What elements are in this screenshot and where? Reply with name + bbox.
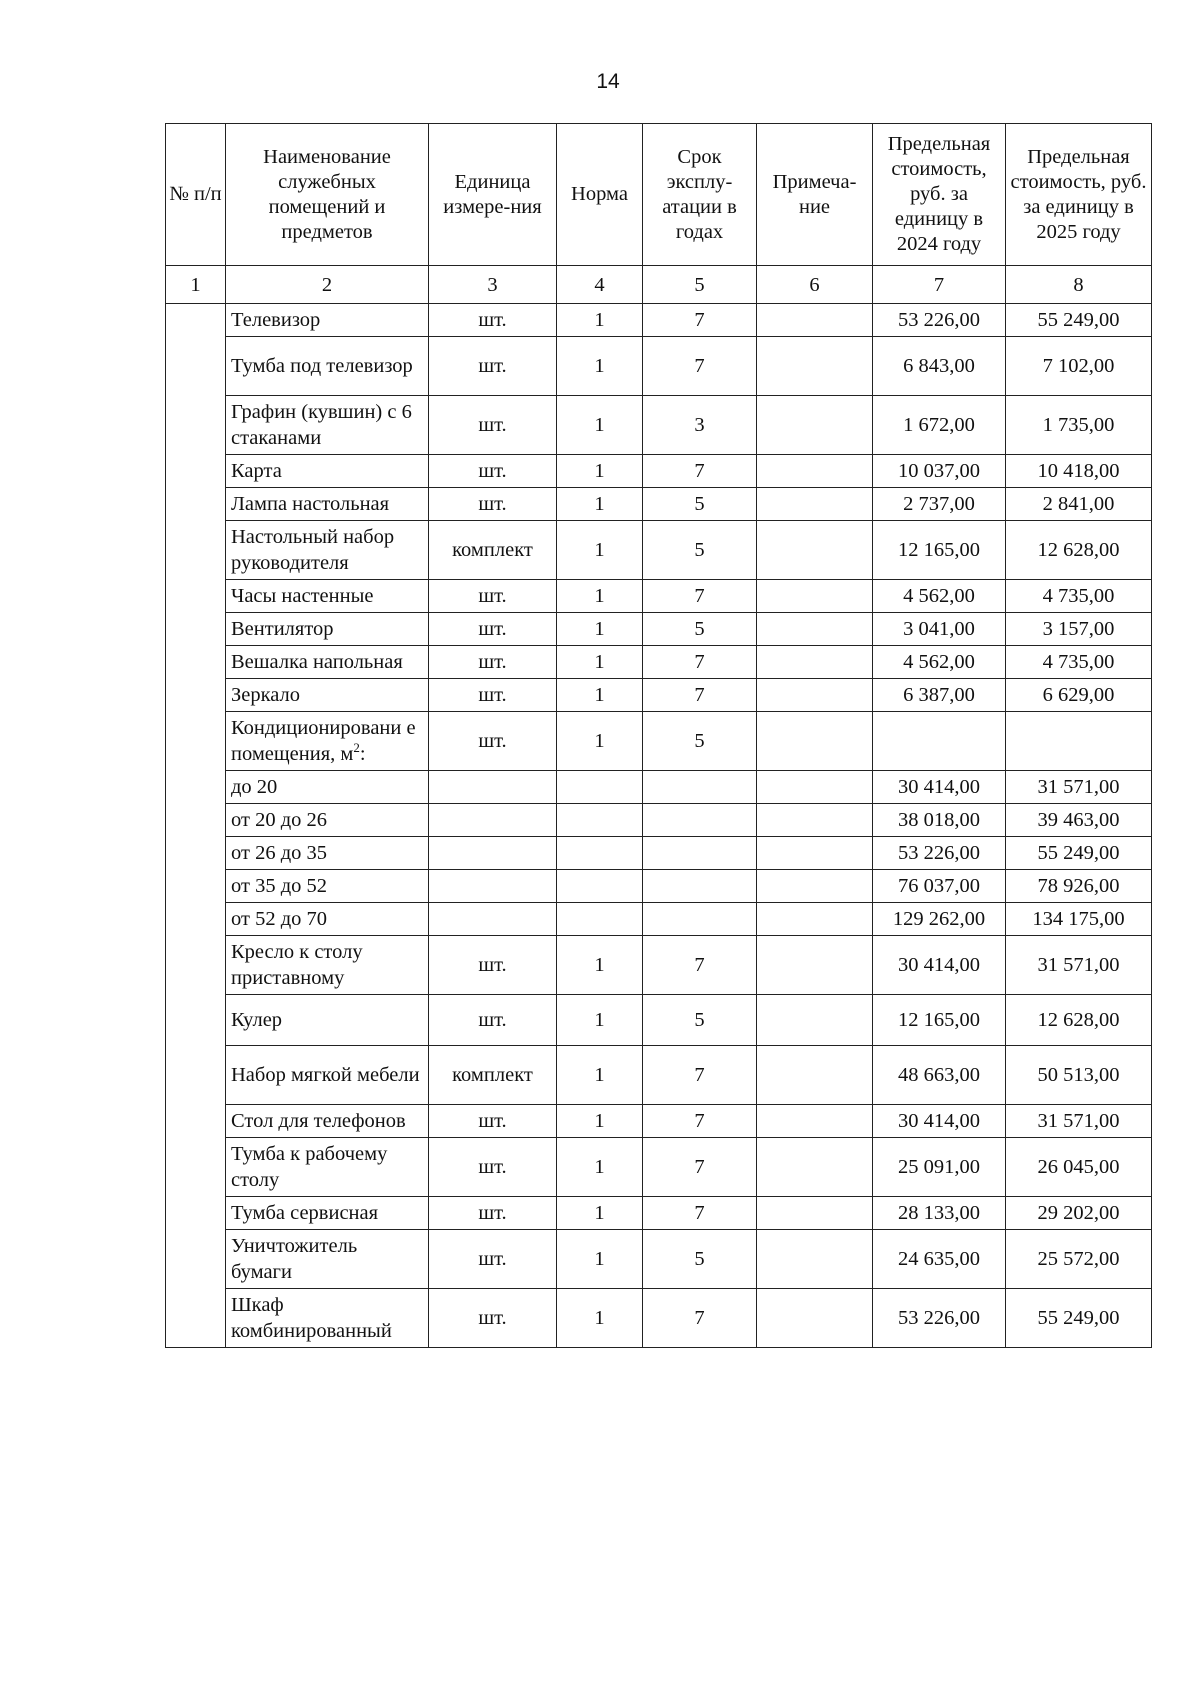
unit-cell: шт. <box>429 1105 557 1138</box>
table-row <box>166 679 1152 712</box>
note-cell <box>757 580 873 613</box>
table-body <box>166 304 1152 1348</box>
term-cell <box>643 870 757 903</box>
price-2024-cell: 30 414,00 <box>873 1105 1006 1138</box>
column-number: 2 <box>226 266 429 304</box>
price-2025-cell: 2 841,00 <box>1006 488 1152 521</box>
note-cell <box>757 837 873 870</box>
note-cell <box>757 1197 873 1230</box>
item-name-cell: от 52 до 70 <box>226 903 429 936</box>
price-2025-cell: 10 418,00 <box>1006 455 1152 488</box>
price-2024-cell: 25 091,00 <box>873 1138 1006 1197</box>
unit-cell: шт. <box>429 936 557 995</box>
note-cell <box>757 396 873 455</box>
price-2025-cell: 55 249,00 <box>1006 304 1152 337</box>
unit-cell: шт. <box>429 1289 557 1348</box>
norm-cell <box>557 903 643 936</box>
unit-cell: шт. <box>429 488 557 521</box>
table-row <box>166 771 1152 804</box>
table-row <box>166 1105 1152 1138</box>
unit-cell: шт. <box>429 1138 557 1197</box>
norm-cell: 1 <box>557 1138 643 1197</box>
norm-cell: 1 <box>557 488 643 521</box>
unit-cell: комплект <box>429 521 557 580</box>
header-norm: Норма <box>557 124 643 266</box>
item-name-cell: до 20 <box>226 771 429 804</box>
note-cell <box>757 870 873 903</box>
table-row <box>166 613 1152 646</box>
price-2024-cell: 53 226,00 <box>873 1289 1006 1348</box>
norm-cell: 1 <box>557 304 643 337</box>
term-cell: 7 <box>643 337 757 396</box>
term-cell: 7 <box>643 455 757 488</box>
column-number: 1 <box>166 266 226 304</box>
price-2025-cell: 50 513,00 <box>1006 1046 1152 1105</box>
norm-cell: 1 <box>557 1046 643 1105</box>
term-cell <box>643 804 757 837</box>
table-row <box>166 870 1152 903</box>
row-index-cell <box>166 304 226 1348</box>
table-row <box>166 646 1152 679</box>
table-row <box>166 936 1152 995</box>
price-2024-cell: 24 635,00 <box>873 1230 1006 1289</box>
unit-cell <box>429 804 557 837</box>
item-name-cell: от 26 до 35 <box>226 837 429 870</box>
table-row <box>166 1046 1152 1105</box>
norm-cell: 1 <box>557 613 643 646</box>
table-row <box>166 521 1152 580</box>
price-2024-cell: 38 018,00 <box>873 804 1006 837</box>
note-cell <box>757 1105 873 1138</box>
item-name-cell: Уничтожитель бумаги <box>226 1230 429 1289</box>
term-cell: 7 <box>643 304 757 337</box>
unit-cell: шт. <box>429 455 557 488</box>
item-name-cell: Набор мягкой мебели <box>226 1046 429 1105</box>
term-cell: 7 <box>643 1138 757 1197</box>
price-2025-cell: 25 572,00 <box>1006 1230 1152 1289</box>
price-2025-cell: 26 045,00 <box>1006 1138 1152 1197</box>
item-name-cell: от 20 до 26 <box>226 804 429 837</box>
norm-cell: 1 <box>557 646 643 679</box>
table-row <box>166 580 1152 613</box>
note-cell <box>757 455 873 488</box>
price-2024-cell: 30 414,00 <box>873 771 1006 804</box>
note-cell <box>757 646 873 679</box>
price-2025-cell: 6 629,00 <box>1006 679 1152 712</box>
price-2024-cell: 12 165,00 <box>873 521 1006 580</box>
norm-cell: 1 <box>557 1230 643 1289</box>
norm-cell <box>557 837 643 870</box>
unit-cell <box>429 771 557 804</box>
price-2025-cell: 55 249,00 <box>1006 1289 1152 1348</box>
price-2025-cell: 4 735,00 <box>1006 646 1152 679</box>
price-2024-cell: 4 562,00 <box>873 646 1006 679</box>
price-2025-cell: 31 571,00 <box>1006 936 1152 995</box>
price-2024-cell: 30 414,00 <box>873 936 1006 995</box>
column-number: 3 <box>429 266 557 304</box>
term-cell <box>643 837 757 870</box>
item-name-cell: Телевизор <box>226 304 429 337</box>
price-2024-cell: 6 387,00 <box>873 679 1006 712</box>
header-name: Наименование служебных помещений и предметов <box>226 124 429 266</box>
table-row <box>166 396 1152 455</box>
price-2024-cell: 6 843,00 <box>873 337 1006 396</box>
unit-cell: шт. <box>429 679 557 712</box>
column-number: 7 <box>873 266 1006 304</box>
unit-cell: шт. <box>429 396 557 455</box>
note-cell <box>757 679 873 712</box>
term-cell: 7 <box>643 1046 757 1105</box>
item-name-cell: Вентилятор <box>226 613 429 646</box>
item-name-cell: Шкаф комбинированный <box>226 1289 429 1348</box>
item-name-cell: от 35 до 52 <box>226 870 429 903</box>
norm-cell: 1 <box>557 995 643 1046</box>
unit-cell: шт. <box>429 337 557 396</box>
column-number: 4 <box>557 266 643 304</box>
norm-cell: 1 <box>557 1105 643 1138</box>
item-name-cell: Тумба под телевизор <box>226 337 429 396</box>
header-price-2024: Предельная стоимость, руб. за единицу в 2024 году <box>873 124 1006 266</box>
table-row <box>166 804 1152 837</box>
header-unit: Единица измере-ния <box>429 124 557 266</box>
price-2025-cell: 55 249,00 <box>1006 837 1152 870</box>
price-2025-cell: 12 628,00 <box>1006 995 1152 1046</box>
price-2024-cell: 2 737,00 <box>873 488 1006 521</box>
note-cell <box>757 1289 873 1348</box>
unit-cell: шт. <box>429 1230 557 1289</box>
price-2024-cell <box>873 712 1006 771</box>
norm-cell: 1 <box>557 936 643 995</box>
item-name-cell: Настольный набор руководителя <box>226 521 429 580</box>
unit-cell: шт. <box>429 712 557 771</box>
term-cell: 7 <box>643 936 757 995</box>
unit-cell: шт. <box>429 613 557 646</box>
price-2025-cell: 3 157,00 <box>1006 613 1152 646</box>
header-note: Примеча-ние <box>757 124 873 266</box>
price-2024-cell: 53 226,00 <box>873 304 1006 337</box>
item-name-cell: Кресло к столу приставному <box>226 936 429 995</box>
price-2024-cell: 12 165,00 <box>873 995 1006 1046</box>
column-number: 8 <box>1006 266 1152 304</box>
table-row <box>166 1289 1152 1348</box>
term-cell <box>643 771 757 804</box>
item-name-cell: Вешалка напольная <box>226 646 429 679</box>
note-cell <box>757 1046 873 1105</box>
unit-cell: шт. <box>429 304 557 337</box>
note-cell <box>757 903 873 936</box>
table-row <box>166 1138 1152 1197</box>
header-num: № п/п <box>166 124 226 266</box>
norm-cell <box>557 771 643 804</box>
table-row <box>166 903 1152 936</box>
term-cell: 5 <box>643 712 757 771</box>
norm-cell: 1 <box>557 521 643 580</box>
price-2024-cell: 28 133,00 <box>873 1197 1006 1230</box>
table-row <box>166 1230 1152 1289</box>
page-number: 14 <box>596 70 620 93</box>
note-cell <box>757 804 873 837</box>
term-cell: 7 <box>643 580 757 613</box>
note-cell <box>757 304 873 337</box>
price-2025-cell: 12 628,00 <box>1006 521 1152 580</box>
term-cell: 7 <box>643 1289 757 1348</box>
unit-cell <box>429 870 557 903</box>
superscript: 2 <box>353 740 360 756</box>
header-term: Срок эксплу-атации в годах <box>643 124 757 266</box>
unit-cell: шт. <box>429 580 557 613</box>
note-cell <box>757 712 873 771</box>
table-row <box>166 837 1152 870</box>
item-name-cell: Графин (кувшин) с 6 стаканами <box>226 396 429 455</box>
price-2024-cell: 53 226,00 <box>873 837 1006 870</box>
column-number: 5 <box>643 266 757 304</box>
price-2024-cell: 129 262,00 <box>873 903 1006 936</box>
price-2025-cell: 1 735,00 <box>1006 396 1152 455</box>
item-name-cell: Тумба к рабочему столу <box>226 1138 429 1197</box>
table-row <box>166 337 1152 396</box>
table-row <box>166 995 1152 1046</box>
norm-cell: 1 <box>557 580 643 613</box>
note-cell <box>757 995 873 1046</box>
norm-cell: 1 <box>557 679 643 712</box>
note-cell <box>757 771 873 804</box>
price-2024-cell: 76 037,00 <box>873 870 1006 903</box>
table-row <box>166 1197 1152 1230</box>
item-name-cell: Кулер <box>226 995 429 1046</box>
unit-cell: шт. <box>429 646 557 679</box>
column-number-row <box>166 266 1152 304</box>
norm-cell: 1 <box>557 712 643 771</box>
unit-cell: шт. <box>429 1197 557 1230</box>
term-cell <box>643 903 757 936</box>
term-cell: 5 <box>643 995 757 1046</box>
term-cell: 7 <box>643 1105 757 1138</box>
item-name-cell: Зеркало <box>226 679 429 712</box>
price-2024-cell: 1 672,00 <box>873 396 1006 455</box>
table-row <box>166 304 1152 337</box>
price-2024-cell: 4 562,00 <box>873 580 1006 613</box>
price-2025-cell: 7 102,00 <box>1006 337 1152 396</box>
term-cell: 5 <box>643 613 757 646</box>
note-cell <box>757 337 873 396</box>
price-2025-cell: 134 175,00 <box>1006 903 1152 936</box>
price-2025-cell: 4 735,00 <box>1006 580 1152 613</box>
table-row <box>166 455 1152 488</box>
price-2025-cell: 29 202,00 <box>1006 1197 1152 1230</box>
term-cell: 5 <box>643 488 757 521</box>
note-cell <box>757 1138 873 1197</box>
norm-cell: 1 <box>557 1289 643 1348</box>
price-2025-cell: 31 571,00 <box>1006 1105 1152 1138</box>
item-name-cell: Лампа настольная <box>226 488 429 521</box>
term-cell: 7 <box>643 1197 757 1230</box>
unit-cell: комплект <box>429 1046 557 1105</box>
note-cell <box>757 488 873 521</box>
header-price-2025: Предельная стоимость, руб. за единицу в 2025 году <box>1006 124 1152 266</box>
price-2025-cell: 31 571,00 <box>1006 771 1152 804</box>
column-number: 6 <box>757 266 873 304</box>
note-cell <box>757 1230 873 1289</box>
note-cell <box>757 936 873 995</box>
table-row <box>166 488 1152 521</box>
header-row <box>166 124 1152 266</box>
norm-cell: 1 <box>557 396 643 455</box>
item-name-cell: Кондиционировани е помещения, $м^2$: <box>226 712 429 771</box>
norms-table <box>165 123 1152 1348</box>
term-cell: 3 <box>643 396 757 455</box>
note-cell <box>757 613 873 646</box>
unit-cell <box>429 903 557 936</box>
unit-cell <box>429 837 557 870</box>
price-2025-cell <box>1006 712 1152 771</box>
price-2025-cell: 39 463,00 <box>1006 804 1152 837</box>
note-cell <box>757 521 873 580</box>
item-name-cell: Тумба сервисная <box>226 1197 429 1230</box>
price-2025-cell: 78 926,00 <box>1006 870 1152 903</box>
unit-cell: шт. <box>429 995 557 1046</box>
price-2024-cell: 48 663,00 <box>873 1046 1006 1105</box>
item-name-cell: Часы настенные <box>226 580 429 613</box>
term-cell: 5 <box>643 1230 757 1289</box>
table-row <box>166 712 1152 771</box>
norm-cell <box>557 870 643 903</box>
price-2024-cell: 10 037,00 <box>873 455 1006 488</box>
norm-cell: 1 <box>557 337 643 396</box>
norm-cell: 1 <box>557 1197 643 1230</box>
item-name-cell: Стол для телефонов <box>226 1105 429 1138</box>
price-2024-cell: 3 041,00 <box>873 613 1006 646</box>
term-cell: 7 <box>643 679 757 712</box>
term-cell: 5 <box>643 521 757 580</box>
item-name-cell: Карта <box>226 455 429 488</box>
term-cell: 7 <box>643 646 757 679</box>
norm-cell <box>557 804 643 837</box>
norm-cell: 1 <box>557 455 643 488</box>
